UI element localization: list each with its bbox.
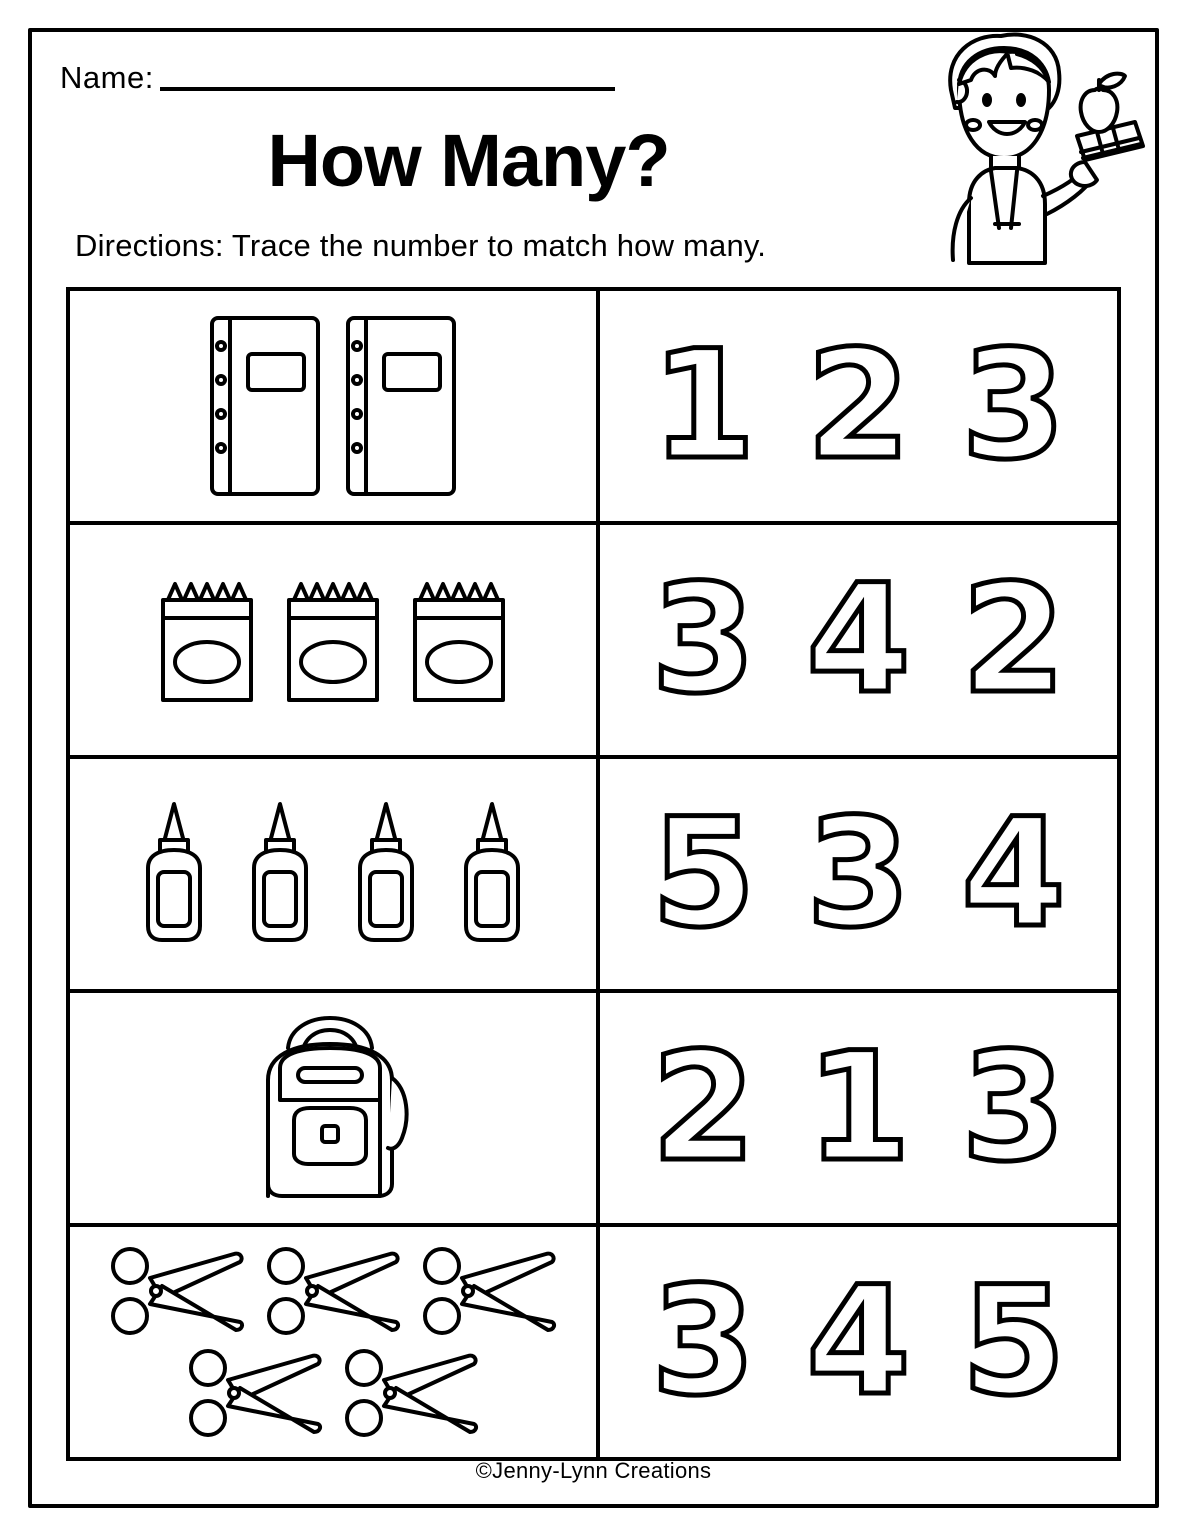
trace-number[interactable]: 2 [651,1021,756,1195]
table-row [70,1227,1117,1461]
trace-number[interactable]: 2 [961,553,1066,727]
item-cell-notebooks [70,291,600,521]
number-choices [600,291,1117,521]
scissors-icon [338,1344,484,1442]
table-row [70,291,1117,525]
notebook-icon [206,312,324,500]
trace-number[interactable]: 2 [806,319,911,493]
credit-text: ©Jenny-Lynn Creations [475,1458,712,1483]
crayon-box-icon [279,566,387,714]
item-group [70,306,596,506]
trace-number[interactable]: 4 [961,787,1066,961]
trace-number[interactable]: 1 [651,319,756,493]
trace-number[interactable]: 1 [806,1021,911,1195]
glue-bottle-icon [448,794,536,954]
name-label: Name: [60,60,154,95]
page-title: How Many? [267,119,670,202]
table-row [70,759,1117,993]
backpack-icon [228,1008,438,1208]
directions-text: Directions: Trace the number to match how many. [75,228,767,263]
number-choices [600,1227,1117,1457]
trace-number[interactable]: 4 [806,553,911,727]
trace-number[interactable]: 3 [806,787,911,961]
trace-number[interactable]: 3 [651,1255,756,1429]
trace-number[interactable]: 3 [961,1021,1066,1195]
glue-bottle-icon [342,794,430,954]
trace-number[interactable]: 3 [961,319,1066,493]
scissors-icon [104,1242,250,1340]
table-row [70,525,1117,759]
name-input-line[interactable] [160,87,615,91]
scissors-icon [182,1344,328,1442]
crayon-box-icon [153,566,261,714]
scissors-icon [416,1242,562,1340]
trace-number[interactable]: 5 [651,787,756,961]
number-choices [600,993,1117,1223]
item-cell-glue-bottles [70,759,600,989]
item-group [70,1002,596,1214]
notebook-icon [342,312,460,500]
glue-bottle-icon [236,794,324,954]
trace-number[interactable]: 5 [961,1255,1066,1429]
name-field-row [60,62,615,95]
number-choices [600,759,1117,989]
item-cell-crayon-boxes [70,525,600,755]
table-row [70,993,1117,1227]
boy-with-books-and-apple-icon [899,28,1149,293]
worksheet-table [66,287,1121,1461]
number-choices [600,525,1117,755]
item-cell-scissors [70,1227,600,1457]
trace-number[interactable]: 4 [806,1255,911,1429]
trace-number[interactable]: 3 [651,553,756,727]
crayon-box-icon [405,566,513,714]
item-group [70,1238,596,1446]
item-group [70,560,596,720]
scissors-icon [260,1242,406,1340]
item-cell-backpack [70,993,600,1223]
item-group [70,788,596,960]
glue-bottle-icon [130,794,218,954]
